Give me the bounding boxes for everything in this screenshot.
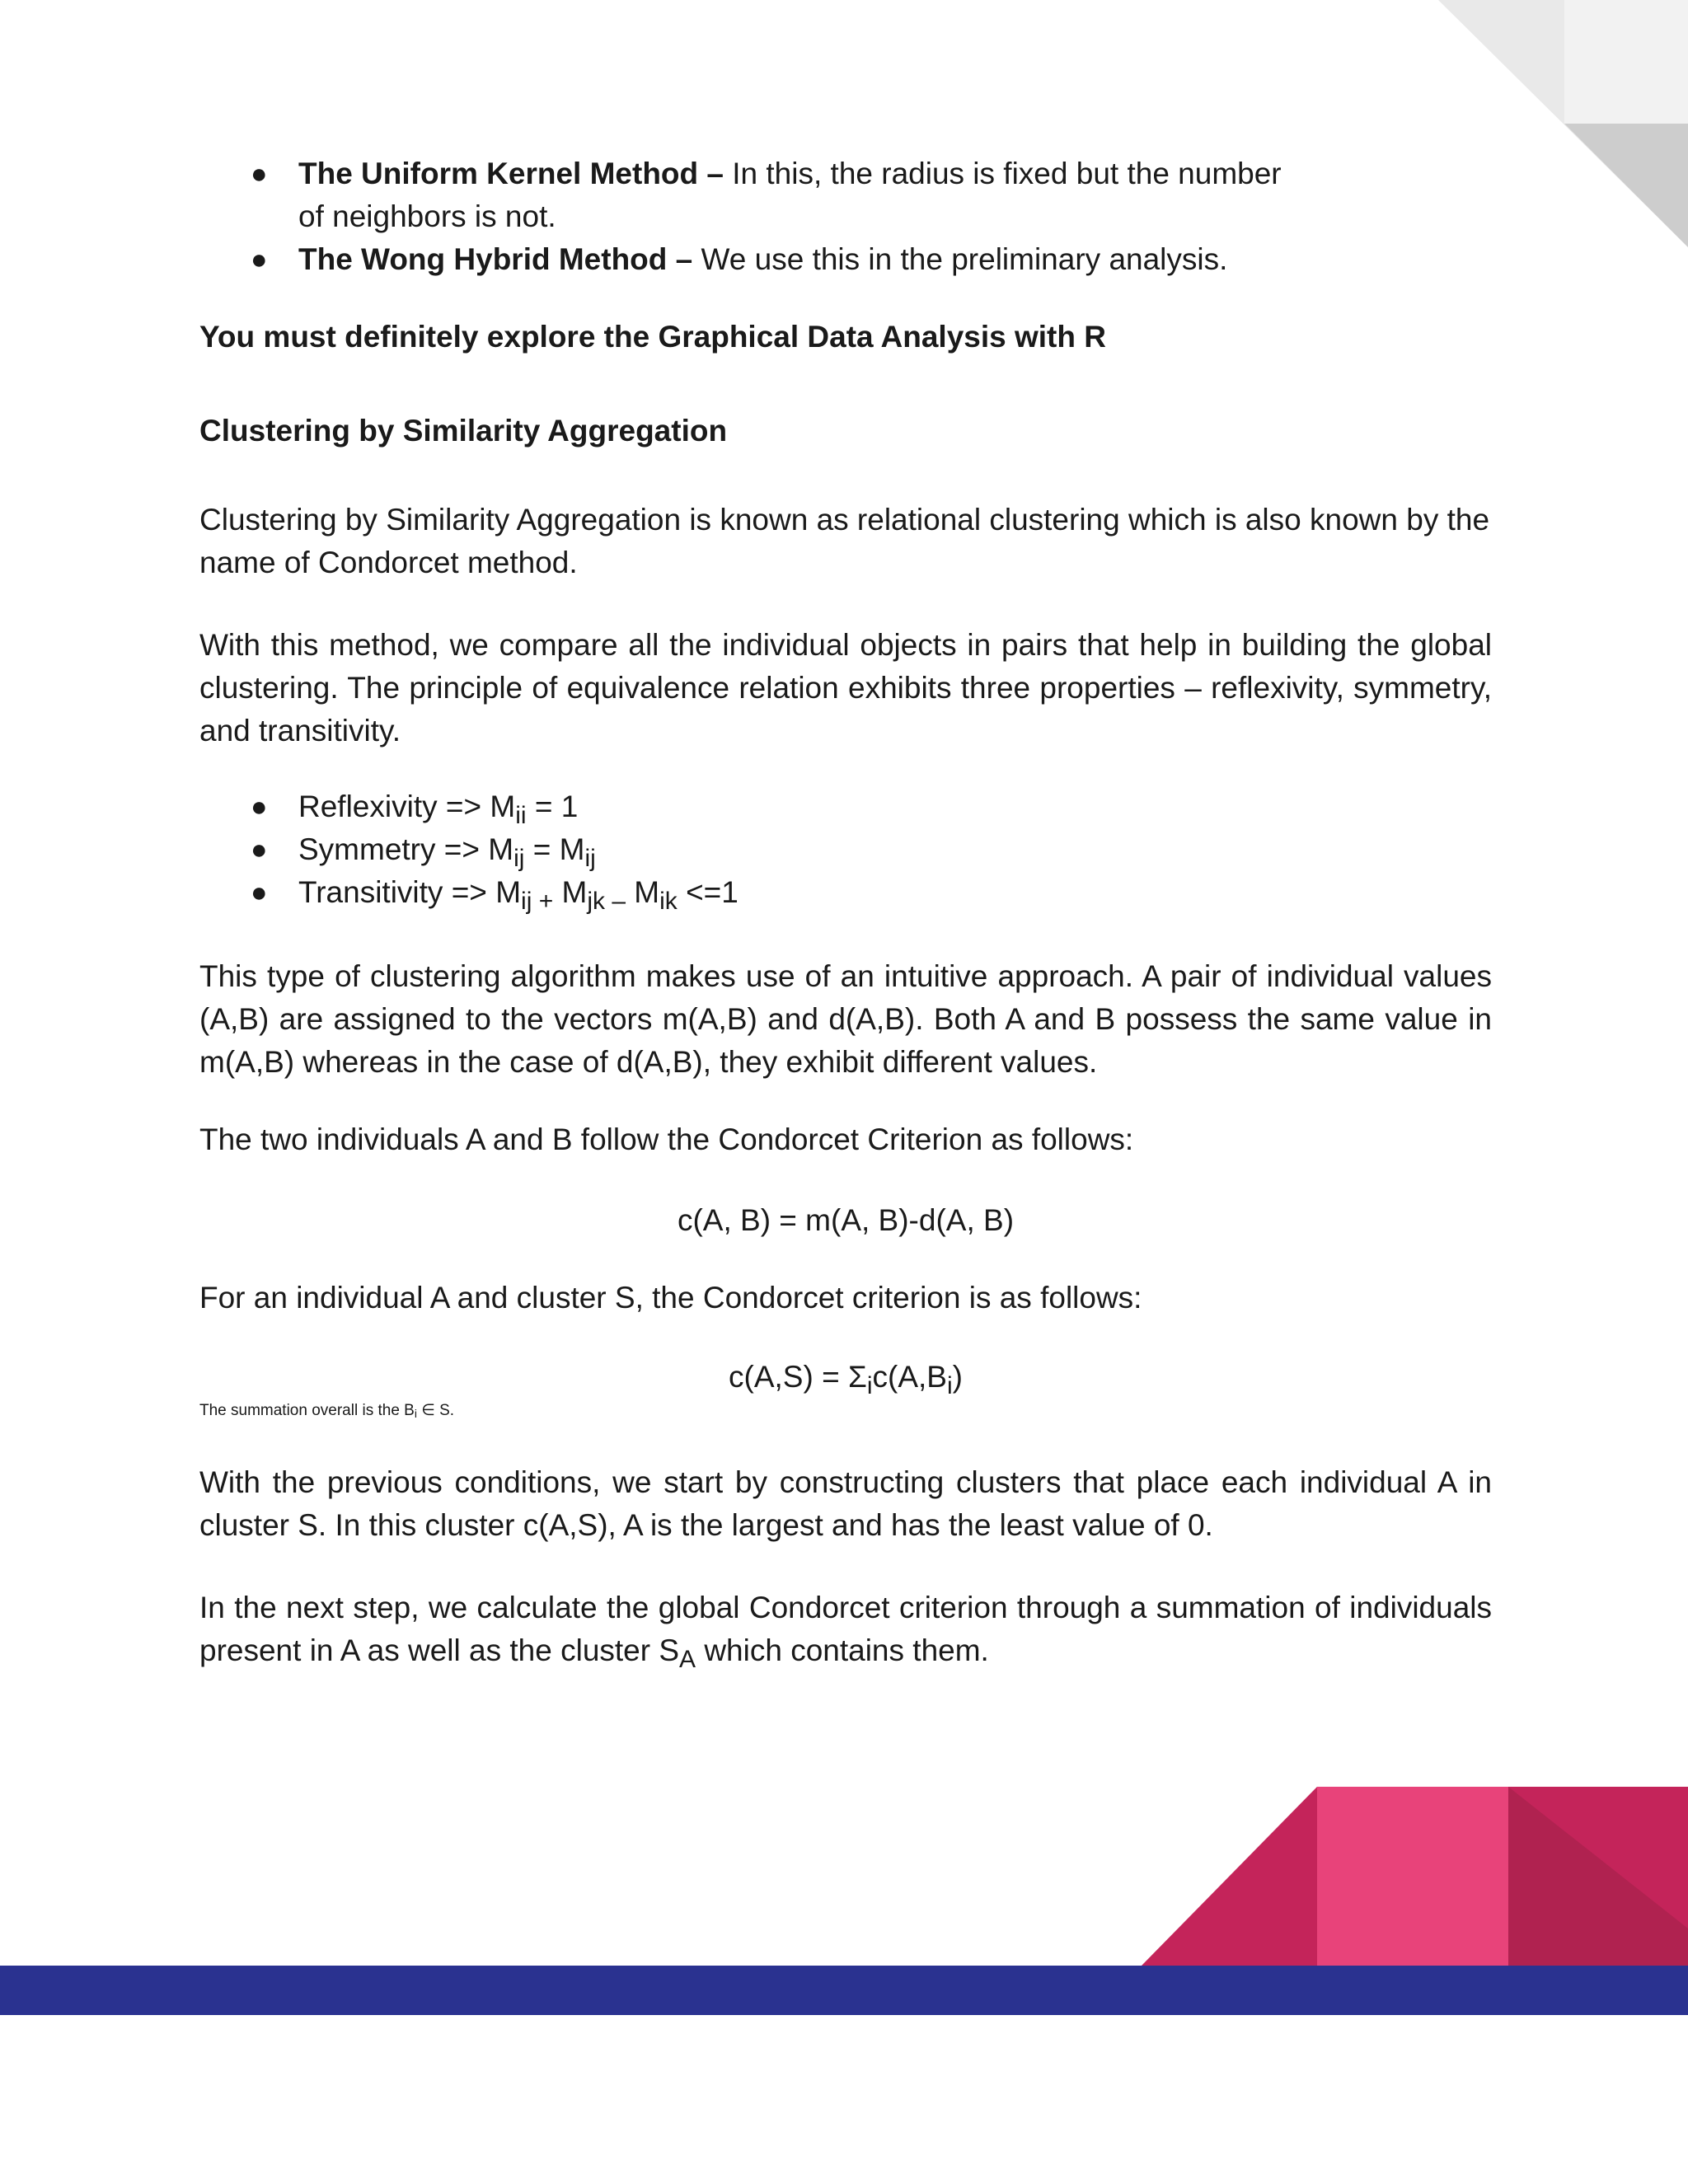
bullet-icon: ● [251,158,268,190]
symmetry-mid: = M [524,832,585,866]
symmetry-label: Symmetry => M [298,832,514,866]
transitivity-label: Transitivity => M [298,875,522,909]
document-body [199,152,1492,1672]
subscript: A [679,1646,696,1673]
dash: – [698,157,733,190]
transitivity-term: M [553,875,588,909]
method-desc-cont: of neighbors is not. [298,199,556,233]
transitivity-term: M [626,875,660,909]
list-item [199,871,1492,914]
paragraph: This type of clustering algorithm makes use of an intuitive approach. A pair of individual values (A,B) are assigned to the vectors m(A,B) and d(A,B). Both A and B possess the same value in m(A,B) whereas in the case of d(A,B), they exhibit different values. [199,959,1492,1079]
corner-gray-square [1564,0,1688,124]
subscript: ij + [521,888,554,915]
bullet-icon: ● [251,791,268,823]
paragraph-text: which contains them. [696,1633,989,1667]
subscript: i [946,1372,953,1399]
paragraph: With the previous conditions, we start by constructing clusters that place each individual A in cluster S. In this cluster c(A,S), A is the largest and has the least value of 0. [199,1465,1492,1542]
footer-navy-band [0,1966,1688,2015]
corner-gray-dark-triangle [1564,124,1688,247]
section-heading: Clustering by Similarity Aggregation [199,414,728,448]
formula-part: c(A,B [872,1360,947,1394]
subscript: ik [659,888,678,915]
subscript: ii [515,802,527,829]
formula-condorcet-pair: c(A, B) = m(A, B)-d(A, B) [677,1203,1015,1237]
transitivity-rest: <=1 [677,875,738,909]
properties-list [199,785,1492,914]
footnote [199,1402,1492,1420]
bullet-icon: ● [251,244,268,275]
list-item [199,238,1492,281]
paragraph [199,1586,1492,1672]
method-term: The Uniform Kernel Method [298,157,699,190]
methods-list [199,152,1492,281]
footnote-text: The summation overall is the B [199,1402,415,1419]
paragraph: For an individual A and cluster S, the Condorcet criterion is as follows: [199,1281,1142,1315]
formula-part: ) [952,1360,963,1394]
subscript: jk – [587,888,626,915]
method-desc: In this, the radius is fixed but the number [732,157,1282,190]
reflexivity-label: Reflexivity => M [298,790,516,823]
paragraph-text: In the next step, we calculate the global Condorcet criterion through a summation of individuals present in A as well as the cluster S [199,1591,1492,1667]
list-item [199,785,1492,828]
subscript: ij [513,845,525,872]
list-item [199,152,1492,238]
bullet-icon: ● [251,877,268,908]
dash: – [667,242,701,276]
footer-pink-light-block [1317,1787,1508,1966]
formula-part: c(A,S) = Σ [729,1360,867,1394]
method-desc: We use this in the preliminary analysis. [701,242,1228,276]
subscript: ij [584,845,596,872]
explore-line: You must definitely explore the Graphical Data Analysis with R [199,320,1106,354]
footnote-text: ∈ S. [416,1402,455,1419]
subscript: i [414,1407,417,1420]
bullet-icon: ● [251,834,268,865]
reflexivity-rest: = 1 [526,790,579,823]
method-term: The Wong Hybrid Method [298,242,668,276]
paragraph: The two individuals A and B follow the Condorcet Criterion as follows: [199,1122,1134,1156]
formula-condorcet-cluster [199,1356,1492,1399]
list-item [199,828,1492,871]
paragraph: Clustering by Similarity Aggregation is known as relational clustering which is also known by the name of Condorcet method. [199,503,1490,579]
subscript: i [866,1372,873,1399]
paragraph: With this method, we compare all the individual objects in pairs that help in building the global clustering. The principle of equivalence relation exhibits three properties – reflexivity, symmetry, and transitivity. [199,628,1492,748]
